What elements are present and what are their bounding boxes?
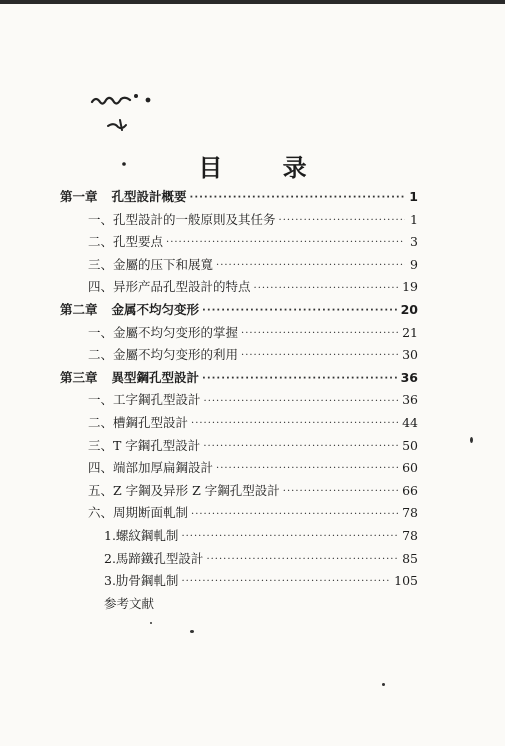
toc-entry-label: 金属不均匀变形 [111,302,200,318]
toc-entry-label: 二、槽鋼孔型設計 [88,414,189,430]
page-number: 60 [402,460,418,476]
toc-entry-label: 2.馬蹄鐵孔型設計 [104,550,204,566]
toc-entry [60,525,418,548]
leader-dots [279,216,405,226]
toc-entry [60,344,418,367]
page-number: 85 [402,550,418,566]
toc-entry [60,435,418,458]
page-number: 78 [402,527,418,543]
toc-entry [60,480,418,503]
chapter-number: 第一章 [60,189,98,205]
page-number: 78 [402,505,418,521]
leader-dots [203,442,399,452]
leader-dots [166,238,405,248]
toc-references [60,593,418,616]
page-top-rule [0,0,505,4]
leader-dots [216,261,405,271]
toc-entry-label: 五、Z 字鋼及异形 Z 字鋼孔型設計 [88,482,280,498]
toc-chapter [60,367,418,390]
leader-dots [191,510,399,520]
toc-entry-label: 四、端部加厚扁鋼設計 [88,460,214,476]
page-number: 36 [400,369,418,385]
toc-entry [60,570,418,593]
leader-dots [181,532,399,542]
speck [382,683,385,686]
toc-chapter [60,299,418,322]
toc-entry-label: 六、周期断面軋制 [88,505,189,521]
toc-entry [60,548,418,571]
toc-entry-label: 四、异形产品孔型設計的特点 [88,279,251,295]
page-number: 19 [402,279,418,295]
table-of-contents [60,186,418,615]
leader-dots [202,306,398,316]
chapter-number: 第三章 [60,369,98,385]
chapter-number: 第二章 [60,302,98,318]
toc-entry-label: 孔型設計概要 [111,189,187,205]
speck [150,622,152,624]
toc-entry [60,231,418,254]
toc-entry-label: 一、孔型設計的一般原則及其任务 [88,211,276,227]
page-number: 30 [402,347,418,363]
page-number: 1 [409,189,418,205]
toc-entry [60,322,418,345]
toc-entry-label: 三、金屬的压下和展寬 [88,256,214,272]
leader-dots [181,577,391,587]
toc-entry [60,389,418,412]
toc-entry [60,254,418,277]
toc-entry [60,209,418,232]
leader-dots [204,397,400,407]
toc-entry-label: 一、工字鋼孔型設計 [88,392,201,408]
leader-dots [191,419,399,429]
toc-entry [60,276,418,299]
leader-dots [283,487,399,497]
toc-entry [60,412,418,435]
speck [470,437,473,443]
toc-entry-label: 異型鋼孔型設計 [111,369,200,385]
toc-entry-label: 二、金屬不均匀变形的利用 [88,347,239,363]
page-number: 66 [402,482,418,498]
leader-dots [241,329,399,339]
toc-entry-label: 1.螺紋鋼軋制 [104,527,179,543]
toc-chapter [60,186,418,209]
page-number: 20 [400,302,418,318]
toc-entry-label: 参考文献 [104,595,155,611]
leader-dots [190,193,405,203]
toc-entry-label: 二、孔型要点 [88,234,164,250]
page-number: 105 [394,573,418,589]
leader-dots [254,284,400,294]
page-number: 21 [402,324,418,340]
page-number: 3 [410,234,418,250]
page-title: 目 录 [198,153,333,182]
page-number: 36 [402,392,418,408]
leader-dots [216,464,399,474]
leader-dots [206,555,399,565]
leader-dots [202,374,398,384]
toc-entry-label: 一、金屬不均匀变形的掌握 [88,324,239,340]
leader-dots [241,351,399,361]
toc-entry [60,457,418,480]
speck [190,630,194,633]
page-number: 50 [402,437,418,453]
page-number: 1 [410,211,418,227]
toc-entry-label: 三、T 字鋼孔型設計 [88,437,201,453]
page-number: 44 [402,414,418,430]
toc-entry-label: 3.肋骨鋼軋制 [104,573,179,589]
toc-entry [60,502,418,525]
page-number: 9 [410,256,418,272]
